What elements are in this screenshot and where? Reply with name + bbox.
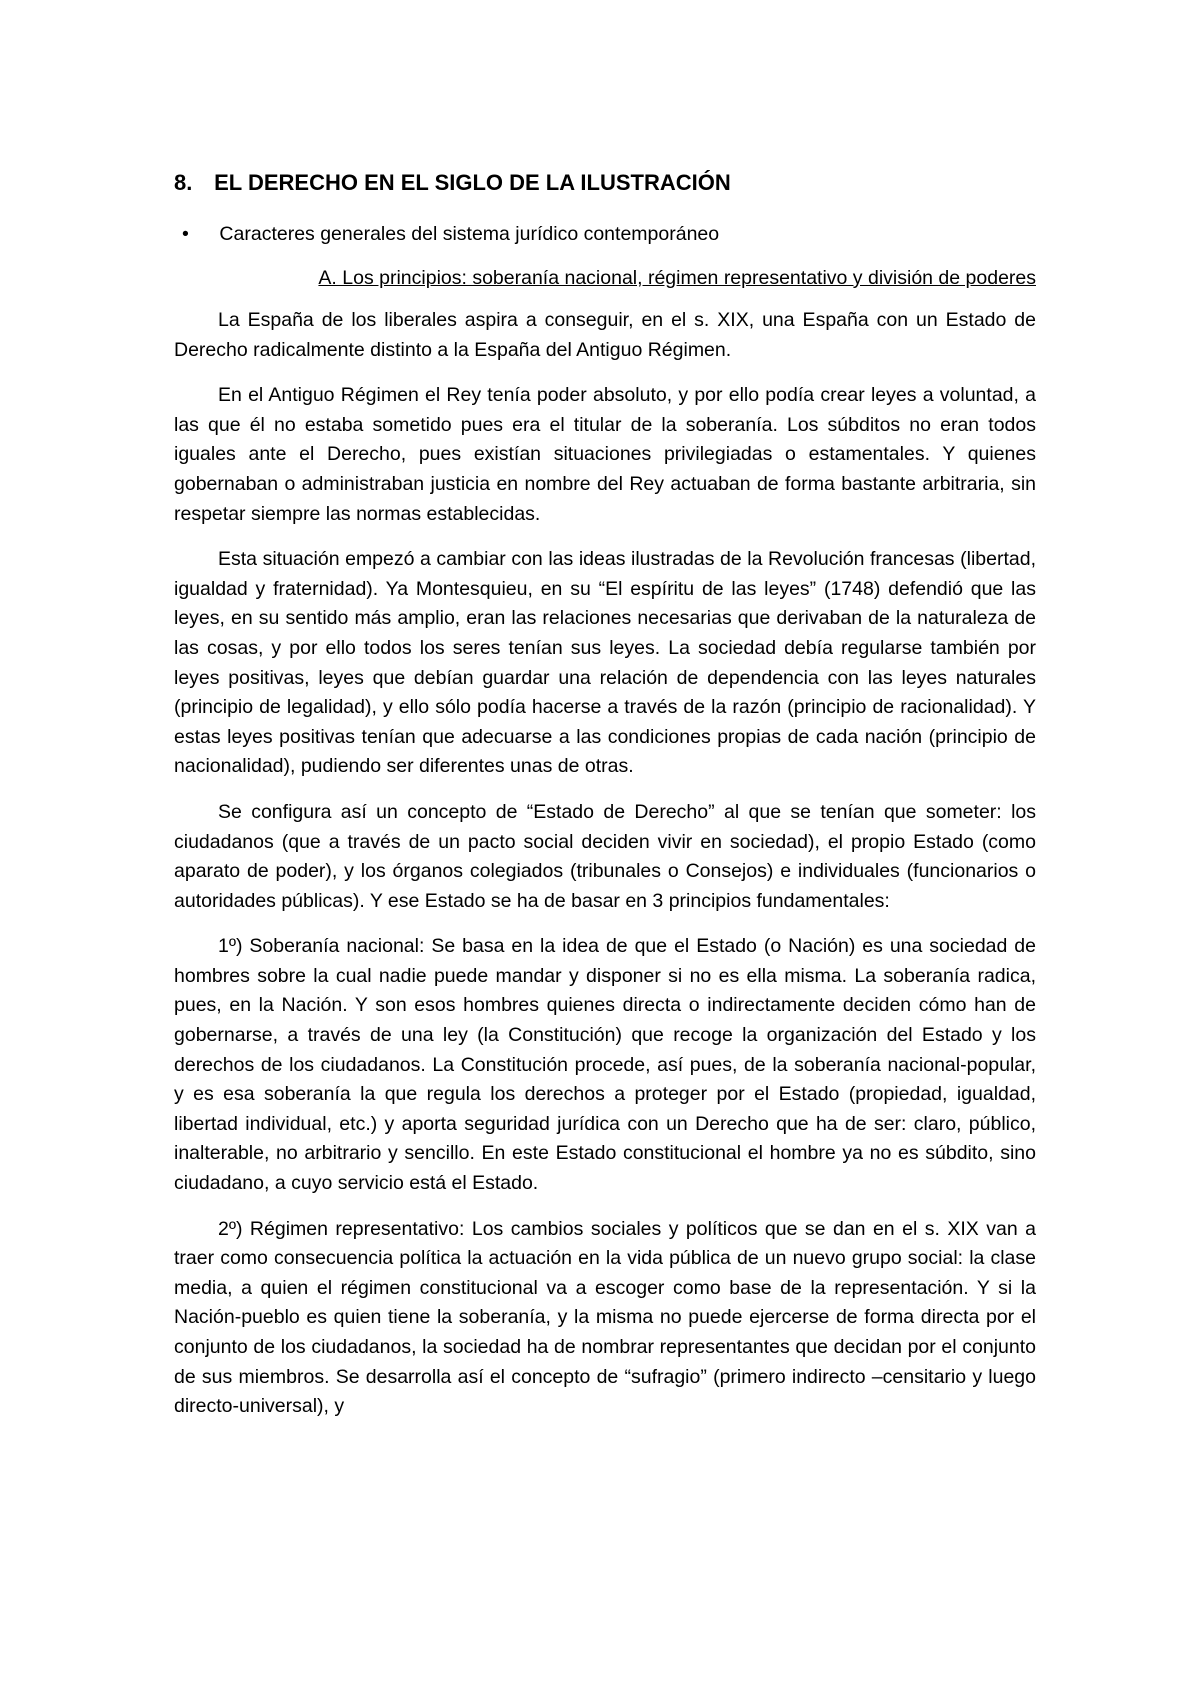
paragraph-5: 1º) Soberanía nacional: Se basa en la idea de que el Estado (o Nación) es una sociedad de hombres sobre la cual nadie puede mandar y disponer si no es ella misma. La soberanía radica, pues, en la Nación. Y son esos hombres quienes directa o indirectamente deciden cómo han de gobernarse, a través de una ley (la Constitución) que recoge la organización del Estado y los derechos de los ciudadanos. La Constitución procede, así pues, de la soberanía nacional-popular, y es esa soberanía la que regula los derechos a proteger por el Estado (propiedad, igualdad, libertad individual, etc.) y aporta seguridad jurídica con un Derecho que ha de ser: claro, público, inalterable, no arbitrario y sencillo. En este Estado constitucional el hombre ya no es súbdito, sino ciudadano, a cuyo servicio está el Estado.	[174, 935, 1036, 1195]
paragraph-6: 2º) Régimen representativo: Los cambios sociales y políticos que se dan en el s. XIX van a traer como consecuencia política la actuación en la vida pública de un nuevo grupo social: la clase media, a quien el régimen constitucional va a escoger como base de la representación. Y si la Nación-pueblo es quien tiene la soberanía, y la misma no puede ejercerse de forma directa por el conjunto de los ciudadanos, la sociedad ha de nombrar representantes que decidan por el conjunto de sus miembros. Se desarrolla así el concepto de “sufragio” (primero indirecto –censitario y luego directo-universal), y	[174, 1217, 1036, 1418]
bullet-icon: •	[182, 223, 189, 245]
bullet-text: Caracteres generales del sistema jurídico contemporáneo	[219, 223, 720, 245]
paragraph-3: Esta situación empezó a cambiar con las ideas ilustradas de la Revolución francesas (libertad, igualdad y fraternidad). Ya Montesquieu, en su “El espíritu de las leyes” (1748) defendió que las leyes, en su sentido más amplio, eran las relaciones necesarias que derivaban de la naturaleza de las cosas, y por ello todos los seres tenían sus leyes. La sociedad debía regularse también por leyes positivas, leyes que debían guardar una relación de dependencia con las leyes naturales (principio de legalidad), y ello sólo podía hacerse a través de la razón (principio de racionalidad). Y estas leyes positivas tenían que adecuarse a las condiciones propias de cada nación (principio de nacionalidad), pudiendo ser diferentes unas de otras.	[174, 548, 1036, 778]
paragraph-4: Se configura así un concepto de “Estado de Derecho” al que se tenían que someter: los ciudadanos (que a través de un pacto social deciden vivir en sociedad), el propio Estado (como aparato de poder), y los órganos colegiados (tribunales o Consejos) e individuales (funcionarios o autoridades públicas). Y ese Estado se ha de basar en 3 principios fundamentales:	[174, 800, 1036, 912]
section-heading	[174, 168, 1036, 198]
subsection-heading: A. Los principios: soberanía nacional, régimen representativo y división de poderes	[318, 267, 1036, 289]
paragraph-1: La España de los liberales aspira a conseguir, en el s. XIX, una España con un Estado de Derecho radicalmente distinto a la España del Antiguo Régimen.	[174, 309, 1036, 361]
paragraph-2: En el Antiguo Régimen el Rey tenía poder absoluto, y por ello podía crear leyes a voluntad, a las que él no estaba sometido pues era el titular de la soberanía. Los súbditos no eran todos iguales ante el Derecho, pues existían situaciones privilegiadas o estamentales. Y quienes gobernaban o administraban justicia en nombre del Rey actuaban de forma bastante arbitraria, sin respetar siempre las normas establecidas.	[174, 384, 1036, 525]
bullet-item	[174, 220, 1036, 248]
document-page	[174, 168, 1036, 1438]
section-number: 8.	[174, 170, 193, 195]
section-title: EL DERECHO EN EL SIGLO DE LA ILUSTRACIÓN	[214, 170, 731, 195]
